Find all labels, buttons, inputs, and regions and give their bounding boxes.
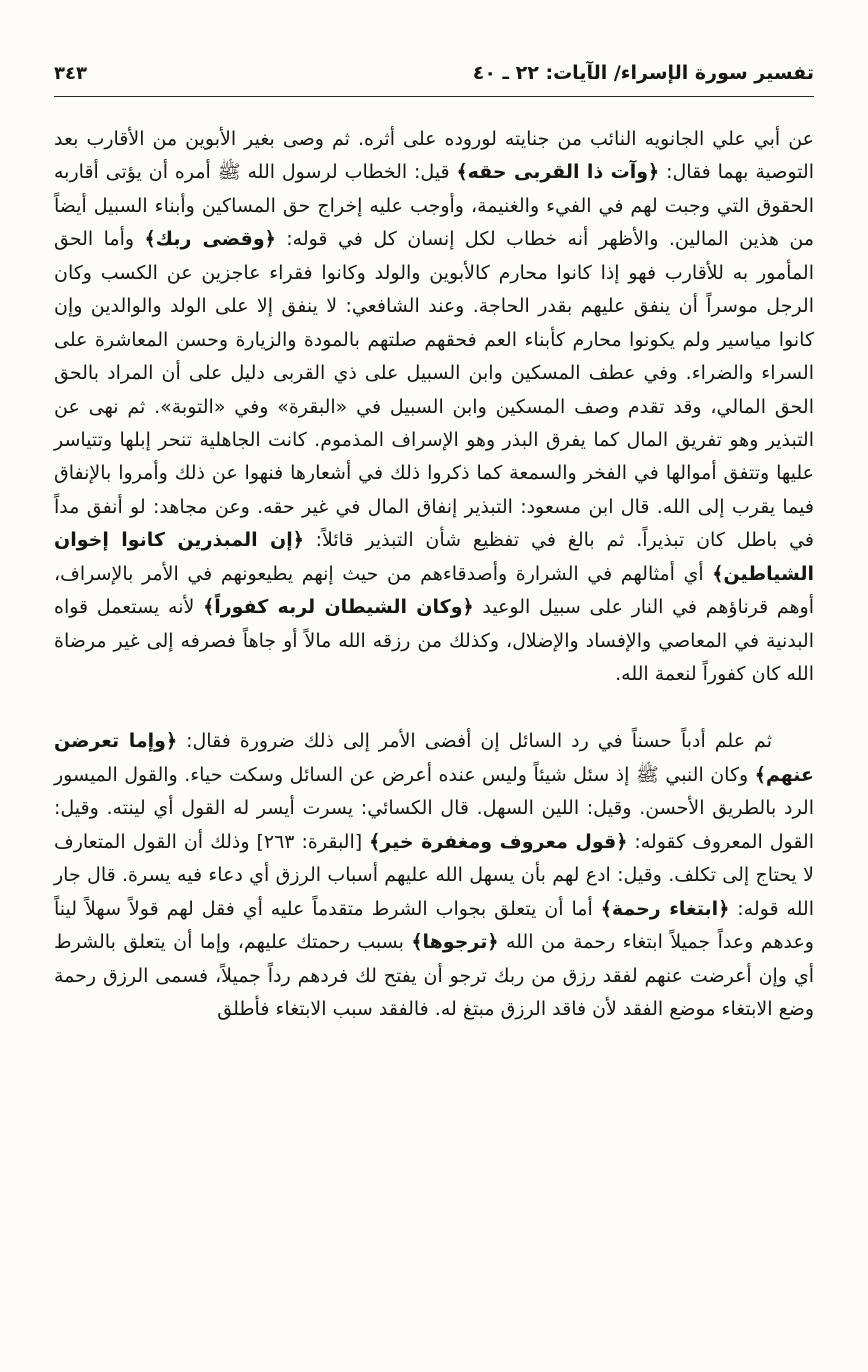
page-header: [54, 62, 814, 96]
text-run: ثم علم أدباً حسناً في رد السائل إن أفضى الأمر إلى ذلك ضرورة فقال:: [177, 730, 772, 753]
text-run: عن أبي علي الجانويه النائب من جنايته لوروده على أثره. ثم وصى بغير الأبوين من الأقارب بعد التوصية بهما فقال:: [54, 128, 814, 184]
text-run: أما أن يتعلق بجواب الشرط متقدماً عليه أي فقل لهم قولاً سهلاً ليناً وعدهم وعداً جميلاً ابتغاء رحمة من الله: [54, 897, 814, 954]
quran-quote: ﴿وقضى ربك﴾: [144, 228, 276, 251]
quran-quote: ﴿وإما تعرضن عنهم﴾: [54, 730, 814, 786]
quran-quote: ﴿قول معروف ومغفرة خير﴾: [369, 830, 628, 853]
page-number: ٣٤٣: [54, 63, 87, 84]
header-rule: [54, 96, 814, 97]
text-run: قيل: الخطاب لرسول الله ﷺ أمره أن يؤتى أقاربه الحقوق التي وجبت لهم في الفيء والغنيمة، وأوجب عليه إخراج حق المساكين وأبناء السبيل أيضاً من هذين المالين. والأظهر أنه خطاب لكل إنسان كل في قوله:: [54, 161, 814, 251]
text-run: [البقرة: ٢٦٣] وذلك أن القول المتعارف لا يحتاج إلى تكلف. وقيل: ادع لهم بأن يسهل الله عليهم أسباب الرزق أي دعاء فيه يسرة. قال جار الله قوله:: [54, 830, 814, 920]
text-run: أي أمثالهم في الشرارة وأصدقاءهم من حيث إنهم يطيعونهم في الأمر بالإسراف، أوهم قرناؤهم في النار على سبيل الوعيد: [54, 562, 814, 619]
quran-quote: ﴿إن المبذرين كانوا إخوان الشياطين﴾: [54, 529, 814, 585]
text-run: وأما الحق المأمور به للأقارب فهو إذا كانوا محارم كالأبوين والولد وكانوا فقراء عاجزين عن الكسب وكان الرجل موسراً أن ينفق عليهم بقدر الحاجة. وعند الشافعي: لا ينفق إلا على الولد والوالدين وإن كانوا مياسير ولم يكونوا محارم كأبناء العم فحقهم صلتهم بالمودة والزيارة وحسن المعاشرة على السراء والضراء. وفي عطف المسكين وابن السبيل على ذي القربى دليل على أن المراد بالحق الحق المالي، وقد تقدم وصف المسكين وابن السبيل في «البقرة» وفي «التوبة». ثم نهى عن التبذير وهو تفريق المال كما يفرق البذر وهو الإسراف المذموم. كانت الجاهلية تنحر إبلها وتتياسر عليها وتتفق أموالها في الفخر والسمعة كما ذكروا ذلك في أشعارها فنهوا عن ذلك وأمروا بالإنفاق فيما يقرب إلى الله. قال ابن مسعود: التبذير إنفاق المال في غير حقه. وعن مجاهد: لو أنفق مداً في باطل كان تبذيراً. ثم بالغ في تفظيع شأن التبذير قائلاً:: [54, 228, 814, 552]
chapter-header-title: تفسير سورة الإسراء/ الآيات: ٢٢ ـ ٤٠: [472, 62, 814, 84]
quran-quote: ﴿وآت ذا القربى حقه﴾: [456, 161, 660, 184]
text-run: لأنه يستعمل قواه البدنية في المعاصي والإفساد والإضلال، وكذلك من رزقه الله مالاً أو جاهاً فصرفه إلى غير مرضاة الله كان كفوراً لنعمة الله.: [54, 596, 814, 685]
quran-quote: ﴿وكان الشيطان لربه كفوراً﴾: [203, 596, 474, 619]
page-body: [54, 123, 814, 1026]
paragraph: [54, 123, 814, 691]
text-run: بسبب رحمتك عليهم، وإما أن يتعلق بالشرط أي وإن أعرضت عنهم لفقد رزق من ربك ترجو أن يفتح لك فردهم رداً جميلاً، فسمى الرزق رحمة وضع الابتغاء موضع الفقد لأن فاقد الرزق مبتغ له. فالفقد سبب الابتغاء فأطلق: [54, 931, 814, 1020]
quran-quote: ﴿ترجوها﴾: [411, 931, 499, 954]
paragraph: [54, 725, 814, 1026]
quran-quote: ﴿ابتغاء رحمة﴾: [600, 897, 730, 920]
text-run: وكان النبي ﷺ إذ سئل شيئاً وليس عنده أعرض عن السائل وسكت حياء. والقول الميسور الرد بالطريق الأحسن. وقيل: اللين السهل. قال الكسائي: يسرت أيسر له القول أي لينته. وقيل: القول المعروف كقوله:: [54, 763, 814, 853]
